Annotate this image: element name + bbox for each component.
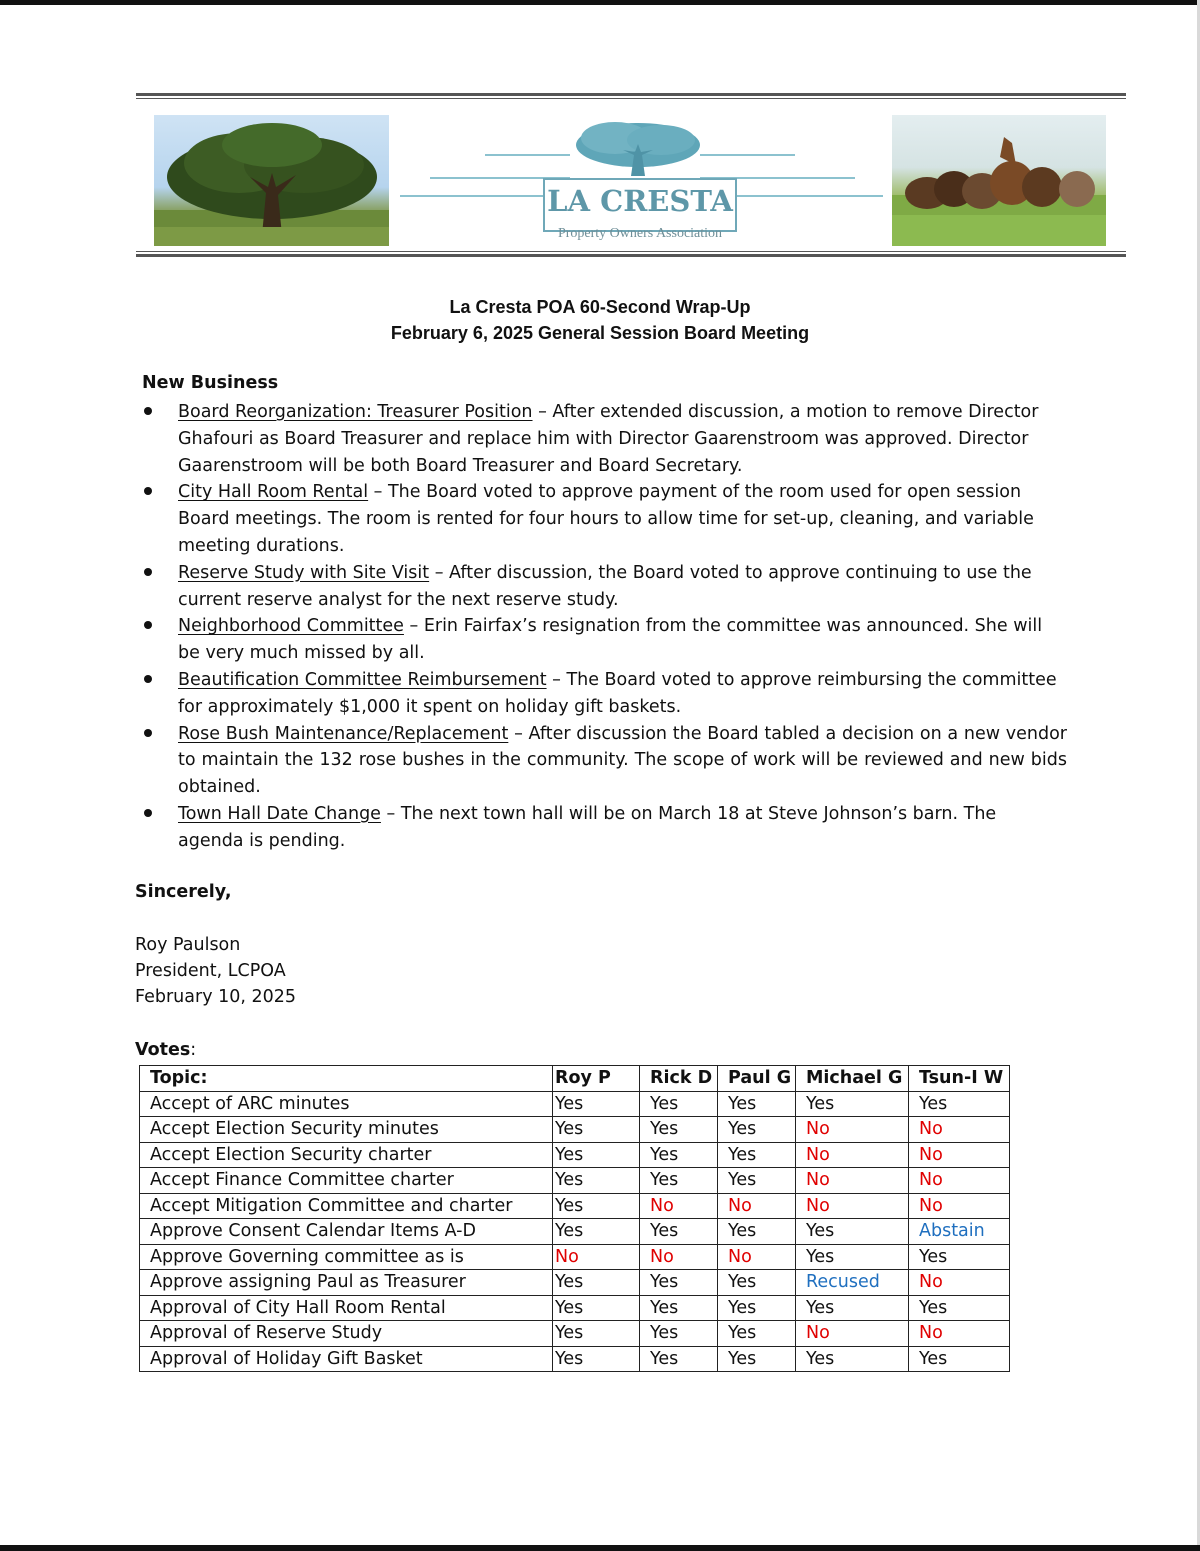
vote-rick-d: Yes xyxy=(640,1346,718,1372)
vote-rick-d: Yes xyxy=(640,1321,718,1347)
vote-rick-d: Yes xyxy=(640,1168,718,1194)
votes-label: Votes xyxy=(135,1040,191,1060)
vote-roy-p: Yes xyxy=(553,1346,640,1372)
list-item xyxy=(142,801,1067,855)
vote-tsun-i-w: Yes xyxy=(909,1295,1010,1321)
votes-header-row xyxy=(140,1066,1010,1092)
bullet-icon xyxy=(144,407,152,415)
vote-michael-g: Yes xyxy=(796,1219,909,1245)
item-topic: Rose Bush Maintenance/Replacement xyxy=(178,723,509,744)
vote-rick-d: No xyxy=(640,1244,718,1270)
table-row xyxy=(140,1193,1010,1219)
vote-topic: Accept Mitigation Committee and charter xyxy=(140,1193,553,1219)
closing: Sincerely, xyxy=(135,882,232,902)
vote-roy-p: Yes xyxy=(553,1321,640,1347)
table-row xyxy=(140,1346,1010,1372)
vote-topic: Accept Election Security minutes xyxy=(140,1117,553,1143)
logo-name: LA CRESTA xyxy=(547,184,733,218)
signature-date: February 10, 2025 xyxy=(135,987,297,1007)
bottom-border xyxy=(0,1545,1200,1551)
item-text: – The next town hall will be on March 18 at Steve Johnson’s barn. The agenda is pending. xyxy=(178,803,997,851)
header-rule-top-thin xyxy=(136,98,1126,99)
signer-title: President, LCPOA xyxy=(135,961,286,981)
item-text: – The Board voted to approve payment of the room used for open session Board meetings. The room is rented for four hours to allow time for set-up, cleaning, and variable meeting durations. xyxy=(178,482,1034,556)
vote-tsun-i-w: No xyxy=(909,1142,1010,1168)
list-item xyxy=(142,479,1067,559)
header-rule-bottom-thin xyxy=(136,251,1126,252)
vote-paul-g: Yes xyxy=(718,1321,796,1347)
vote-tsun-i-w: Abstain xyxy=(909,1219,1010,1245)
vote-topic: Accept Finance Committee charter xyxy=(140,1168,553,1194)
vote-michael-g: Recused xyxy=(796,1270,909,1296)
list-item xyxy=(142,399,1067,479)
logo-subtitle: Property Owners Association xyxy=(557,226,723,241)
vote-tsun-i-w: No xyxy=(909,1168,1010,1194)
item-text: – After extended discussion, a motion to remove Director Ghafouri as Board Treasurer and replace him with Director Gaarenstroom was approved. Director Gaarenstroom will be both Board Treasurer and Board Secretary. xyxy=(178,402,1039,476)
horses-photo xyxy=(892,115,1106,246)
vote-rick-d: Yes xyxy=(640,1270,718,1296)
vote-topic: Approve assigning Paul as Treasurer xyxy=(140,1270,553,1296)
table-row xyxy=(140,1244,1010,1270)
item-topic: Beautification Committee Reimbursement xyxy=(178,669,547,690)
bullet-icon xyxy=(144,621,152,629)
vote-paul-g: Yes xyxy=(718,1219,796,1245)
vote-topic: Approve Governing committee as is xyxy=(140,1244,553,1270)
vote-topic: Approve Consent Calendar Items A-D xyxy=(140,1219,553,1245)
vote-paul-g: No xyxy=(718,1193,796,1219)
column-header-tsun-i-w: Tsun-I W xyxy=(909,1066,1010,1092)
vote-tsun-i-w: Yes xyxy=(909,1244,1010,1270)
vote-paul-g: No xyxy=(718,1244,796,1270)
document-subtitle: February 6, 2025 General Session Board Meeting xyxy=(390,323,810,343)
table-row xyxy=(140,1142,1010,1168)
vote-rick-d: Yes xyxy=(640,1091,718,1117)
list-item xyxy=(142,560,1067,614)
vote-topic: Accept of ARC minutes xyxy=(140,1091,553,1117)
oak-tree-photo xyxy=(154,115,389,246)
votes-table xyxy=(139,1065,1010,1372)
vote-topic: Approval of City Hall Room Rental xyxy=(140,1295,553,1321)
bullet-icon xyxy=(144,487,152,495)
bullet-icon xyxy=(144,675,152,683)
vote-paul-g: Yes xyxy=(718,1346,796,1372)
vote-roy-p: Yes xyxy=(553,1142,640,1168)
vote-tsun-i-w: Yes xyxy=(909,1091,1010,1117)
vote-paul-g: Yes xyxy=(718,1168,796,1194)
vote-michael-g: No xyxy=(796,1117,909,1143)
top-border xyxy=(0,0,1200,5)
item-text: – Erin Fairfax’s resignation from the committee was announced. She will be very much missed by all. xyxy=(178,616,1043,664)
vote-rick-d: Yes xyxy=(640,1142,718,1168)
votes-colon: : xyxy=(190,1040,197,1060)
vote-tsun-i-w: No xyxy=(909,1270,1010,1296)
table-row xyxy=(140,1270,1010,1296)
table-row xyxy=(140,1117,1010,1143)
vote-paul-g: Yes xyxy=(718,1295,796,1321)
vote-rick-d: Yes xyxy=(640,1295,718,1321)
vote-michael-g: Yes xyxy=(796,1244,909,1270)
vote-roy-p: Yes xyxy=(553,1219,640,1245)
vote-topic: Accept Election Security charter xyxy=(140,1142,553,1168)
new-business-list xyxy=(142,399,1067,855)
vote-roy-p: Yes xyxy=(553,1270,640,1296)
vote-michael-g: Yes xyxy=(796,1346,909,1372)
item-text: – The Board voted to approve reimbursing the committee for approximately $1,000 it spent on holiday gift baskets. xyxy=(178,669,1057,717)
bullet-icon xyxy=(144,568,152,576)
vote-michael-g: No xyxy=(796,1193,909,1219)
vote-topic: Approval of Reserve Study xyxy=(140,1321,553,1347)
header-rule-bottom xyxy=(136,254,1126,257)
item-text: – After discussion the Board tabled a decision on a new vendor to maintain the 132 rose bushes in the community. The scope of work will be reviewed and new bids obtained. xyxy=(178,723,1067,798)
vote-paul-g: Yes xyxy=(718,1142,796,1168)
table-row xyxy=(140,1295,1010,1321)
vote-tsun-i-w: Yes xyxy=(909,1346,1010,1372)
list-item xyxy=(142,721,1067,801)
vote-roy-p: Yes xyxy=(553,1193,640,1219)
vote-roy-p: Yes xyxy=(553,1091,640,1117)
new-business-heading: New Business xyxy=(142,373,279,393)
vote-michael-g: No xyxy=(796,1142,909,1168)
item-topic: Reserve Study with Site Visit xyxy=(178,562,430,583)
item-topic: Board Reorganization: Treasurer Position xyxy=(178,402,533,422)
vote-paul-g: Yes xyxy=(718,1091,796,1117)
item-topic: Town Hall Date Change xyxy=(178,803,381,824)
vote-tsun-i-w: No xyxy=(909,1193,1010,1219)
table-row xyxy=(140,1091,1010,1117)
table-row xyxy=(140,1321,1010,1347)
item-topic: Neighborhood Committee xyxy=(178,616,404,637)
vote-roy-p: Yes xyxy=(553,1168,640,1194)
column-header-topic xyxy=(140,1066,553,1092)
column-header-rick-d: Rick D xyxy=(640,1066,718,1092)
vote-michael-g: No xyxy=(796,1168,909,1194)
vote-roy-p: Yes xyxy=(553,1295,640,1321)
column-header-paul-g: Paul G xyxy=(718,1066,796,1092)
vote-tsun-i-w: No xyxy=(909,1321,1010,1347)
table-row xyxy=(140,1219,1010,1245)
la-cresta-logo xyxy=(395,110,885,250)
item-text: – After discussion, the Board voted to approve continuing to use the current reserve analyst for the next reserve study. xyxy=(178,562,1032,610)
header-rule-top xyxy=(136,93,1126,96)
topic-header-label: Topic: xyxy=(150,1068,208,1089)
vote-paul-g: Yes xyxy=(718,1270,796,1296)
vote-roy-p: No xyxy=(553,1244,640,1270)
vote-topic: Approval of Holiday Gift Basket xyxy=(140,1346,553,1372)
vote-michael-g: Yes xyxy=(796,1295,909,1321)
votes-heading xyxy=(135,1040,196,1060)
signer-name: Roy Paulson xyxy=(135,935,241,955)
vote-rick-d: Yes xyxy=(640,1219,718,1245)
vote-rick-d: No xyxy=(640,1193,718,1219)
document-title: La Cresta POA 60-Second Wrap-Up xyxy=(449,297,751,317)
list-item xyxy=(142,613,1067,667)
table-row xyxy=(140,1168,1010,1194)
column-header-roy-p: Roy P xyxy=(553,1066,640,1092)
list-item xyxy=(142,667,1067,721)
vote-paul-g: Yes xyxy=(718,1117,796,1143)
vote-michael-g: No xyxy=(796,1321,909,1347)
bullet-icon xyxy=(144,729,152,737)
vote-rick-d: Yes xyxy=(640,1117,718,1143)
item-topic: City Hall Room Rental xyxy=(178,482,369,503)
vote-tsun-i-w: No xyxy=(909,1117,1010,1143)
vote-roy-p: Yes xyxy=(553,1117,640,1143)
column-header-michael-g: Michael G xyxy=(796,1066,909,1092)
bullet-icon xyxy=(144,809,152,817)
vote-michael-g: Yes xyxy=(796,1091,909,1117)
